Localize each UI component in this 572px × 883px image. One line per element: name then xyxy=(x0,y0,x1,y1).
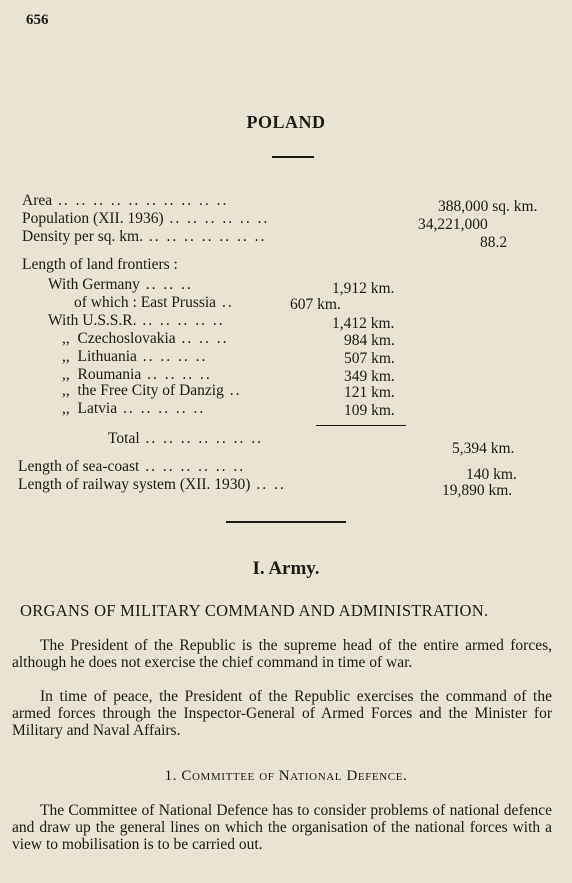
organs-heading: ORGANS OF MILITARY COMMAND AND ADMINISTRATION. xyxy=(20,601,489,620)
density-label: Density per sq. km. .. .. .. .. .. .. .. xyxy=(22,228,267,245)
frontier-value: 1,912 km. xyxy=(332,280,395,297)
frontier-row: ,, Roumania .. .. .. .. xyxy=(62,366,212,383)
frontier-row: With U.S.S.R. .. .. .. .. .. xyxy=(48,312,225,329)
sea-coast-value: 140 km. xyxy=(466,466,517,483)
title-underline xyxy=(272,156,314,158)
frontiers-heading: Length of land frontiers : xyxy=(22,256,178,273)
paragraph-3: The Committee of National Defence has to consider problems of national defence and draw up the general lines on which the organisation of the national forces with a view to mobilisation is to be carried out. xyxy=(12,802,552,853)
paragraph-2: In time of peace, the President of the Republic exercises the command of the armed forces through the Inspector-General of Armed Forces and the Minister for Military and Naval Affairs. xyxy=(12,688,552,739)
section-title: I. Army. xyxy=(252,558,320,579)
area-label: Area .. .. .. .. .. .. .. .. .. .. xyxy=(22,192,229,209)
frontier-value: 984 km. xyxy=(344,332,395,349)
population-label: Population (XII. 1936) .. .. .. .. .. .. xyxy=(22,210,270,227)
frontier-row: ,, Lithuania .. .. .. .. xyxy=(62,348,208,365)
frontier-row: ,, Czechoslovakia .. .. .. xyxy=(62,330,229,347)
density-value: 88.2 xyxy=(480,234,508,251)
frontier-value: 507 km. xyxy=(344,350,395,367)
area-value: 388,000 sq. km. xyxy=(438,198,538,215)
section-divider xyxy=(226,521,346,523)
total-label: Total .. .. .. .. .. .. .. xyxy=(108,430,264,447)
page-number: 656 xyxy=(26,12,49,28)
population-value: 34,221,000 xyxy=(418,216,488,233)
subheading: 1. Committee of National Defence. xyxy=(164,768,408,784)
frontier-row: ,, the Free City of Danzig .. xyxy=(62,382,242,399)
page-title: POLAND xyxy=(246,112,326,132)
total-value: 5,394 km. xyxy=(452,440,515,457)
sea-coast-label: Length of sea-coast .. .. .. .. .. .. xyxy=(18,458,246,475)
railway-label: Length of railway system (XII. 1930) .. .. xyxy=(18,476,286,493)
paragraph-1: The President of the Republic is the supreme head of the entire armed forces, although he does not exercise the chief command in time of war. xyxy=(12,637,552,671)
frontier-value: 109 km. xyxy=(344,402,395,419)
frontier-value: 121 km. xyxy=(344,384,395,401)
frontier-row: ,, Latvia .. .. .. .. .. xyxy=(62,400,206,417)
sum-rule xyxy=(316,425,406,426)
frontier-value: 1,412 km. xyxy=(332,315,395,332)
frontier-value: 607 km. xyxy=(290,296,341,313)
frontier-row: of which : East Prussia .. xyxy=(74,294,234,311)
frontier-row: With Germany .. .. .. xyxy=(48,276,193,293)
frontier-value: 349 km. xyxy=(344,368,395,385)
railway-value: 19,890 km. xyxy=(442,482,513,499)
